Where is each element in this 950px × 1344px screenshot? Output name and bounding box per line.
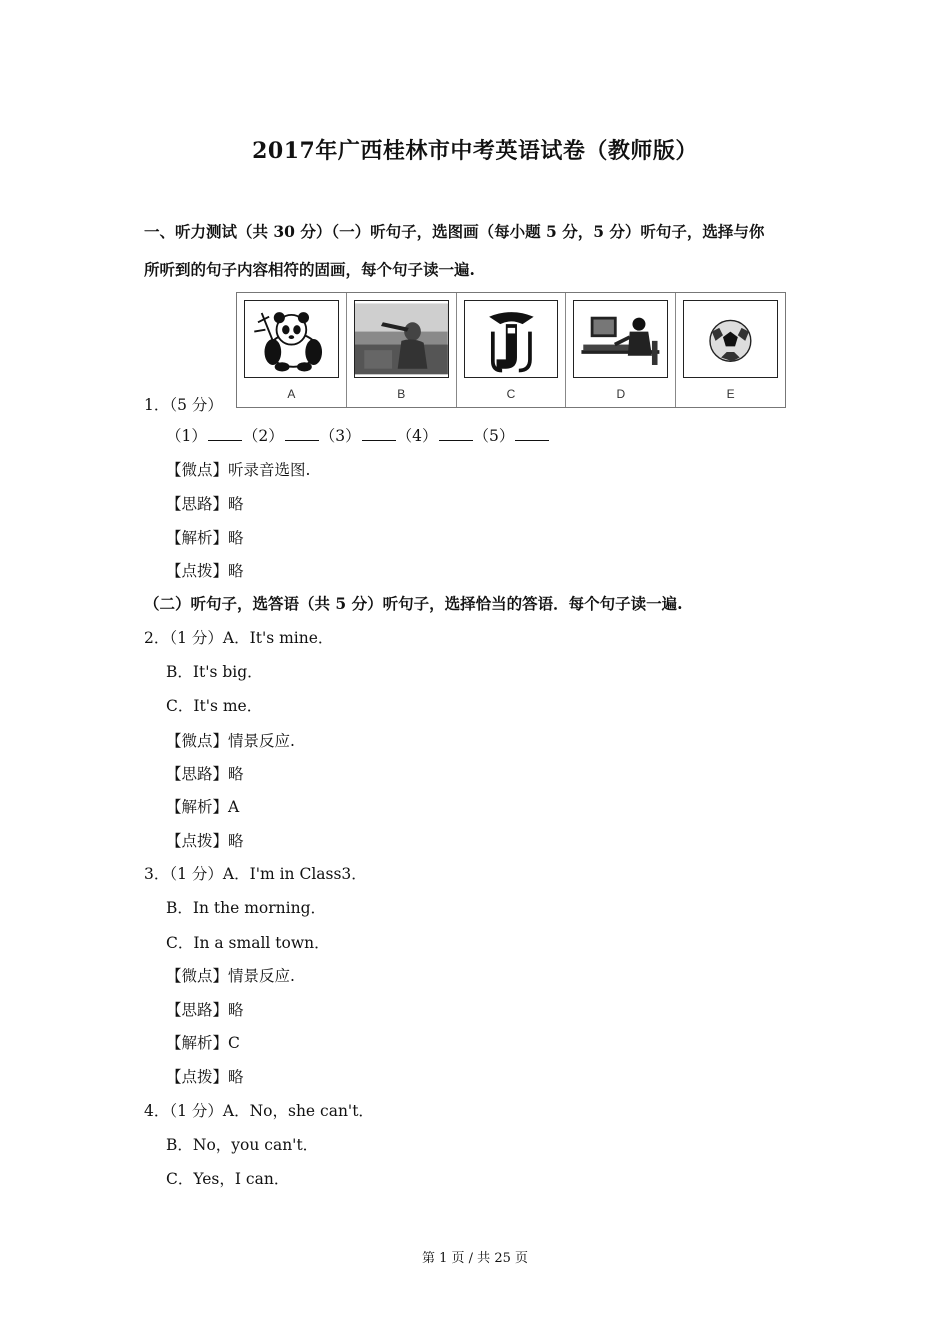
q1-blank-label-5: （5） (473, 427, 515, 445)
q2-option-b: B．It's big． (166, 663, 263, 681)
picture-option-a (237, 293, 347, 407)
picture-label-e: E (726, 387, 735, 401)
q2-jiexi: 【解析】A (166, 798, 240, 816)
q1-blank-3 (362, 426, 396, 441)
q1-blank-5 (515, 426, 549, 441)
q3-option-c: C．In a small town． (166, 934, 330, 952)
q2-dianbo: 【点拨】略 (166, 832, 244, 850)
picture-label-a: A (287, 387, 296, 401)
picture-label-d: D (616, 387, 626, 401)
q1-blank-label-2: （2） (242, 427, 284, 445)
q1-dianbo: 【点拨】略 (166, 562, 244, 580)
q3-weidian: 【微点】情景反应. (166, 967, 295, 985)
logo-icon (464, 300, 559, 378)
q4-head: 4．（1 分）A．No，she can't． (144, 1102, 374, 1120)
q1-blank-2 (285, 426, 319, 441)
q1-blank-4 (439, 426, 473, 441)
picture-option-b (347, 293, 457, 407)
picture-option-e (676, 293, 785, 407)
q2-head: 2．（1 分）A．It's mine． (144, 629, 334, 647)
picture-option-c (457, 293, 567, 407)
q3-head: 3．（1 分）A．I'm in Class3． (144, 865, 367, 883)
q2-weidian: 【微点】情景反应. (166, 732, 295, 750)
soccer-ball-icon (683, 300, 778, 378)
q1-jiexi: 【解析】略 (166, 529, 244, 547)
section1-instruction-line1: 一、听力测试（共 30 分）（一）听句子，选图画（每小题 5 分，5 分）听句子，选择与你 (144, 222, 765, 241)
picture-option-d (566, 293, 676, 407)
q4-option-b: B．No，you can't． (166, 1136, 319, 1154)
person-photo-icon (354, 300, 449, 378)
q4-option-c: C．Yes，I can． (166, 1170, 290, 1188)
page-title: 2017年广西桂林市中考英语试卷（教师版） (252, 138, 698, 164)
page-footer: 第 1 页 / 共 25 页 (422, 1251, 528, 1266)
q1-blank-label-4: （4） (396, 427, 438, 445)
q1-silu: 【思路】略 (166, 495, 244, 513)
q3-dianbo: 【点拨】略 (166, 1068, 244, 1086)
panda-icon (244, 300, 339, 378)
q1-blank-label-1: （1） (166, 427, 207, 445)
section1-instruction-line2: 所听到的句子内容相符的固画，每个句子读一遍. (144, 260, 475, 279)
q2-silu: 【思路】略 (166, 765, 244, 783)
picture-label-c: C (506, 387, 516, 401)
q1-weidian: 【微点】听录音选图. (166, 461, 311, 479)
section2-heading: （二）听句子，选答语（共 5 分）听句子，选择恰当的答语．每个句子读一遍. (144, 594, 683, 613)
q1-blank-1 (208, 426, 242, 441)
picture-label-b: B (397, 387, 406, 401)
computer-user-icon (573, 300, 668, 378)
picture-options-figure (236, 292, 786, 408)
q1-answer-blanks (166, 426, 550, 446)
q1-head: 1．（5 分） (144, 396, 223, 414)
q3-jiexi: 【解析】C (166, 1034, 240, 1052)
q3-silu: 【思路】略 (166, 1001, 244, 1019)
q1-blank-label-3: （3） (319, 427, 361, 445)
q3-option-b: B．In the morning． (166, 899, 327, 917)
q2-option-c: C．It's me． (166, 697, 263, 715)
